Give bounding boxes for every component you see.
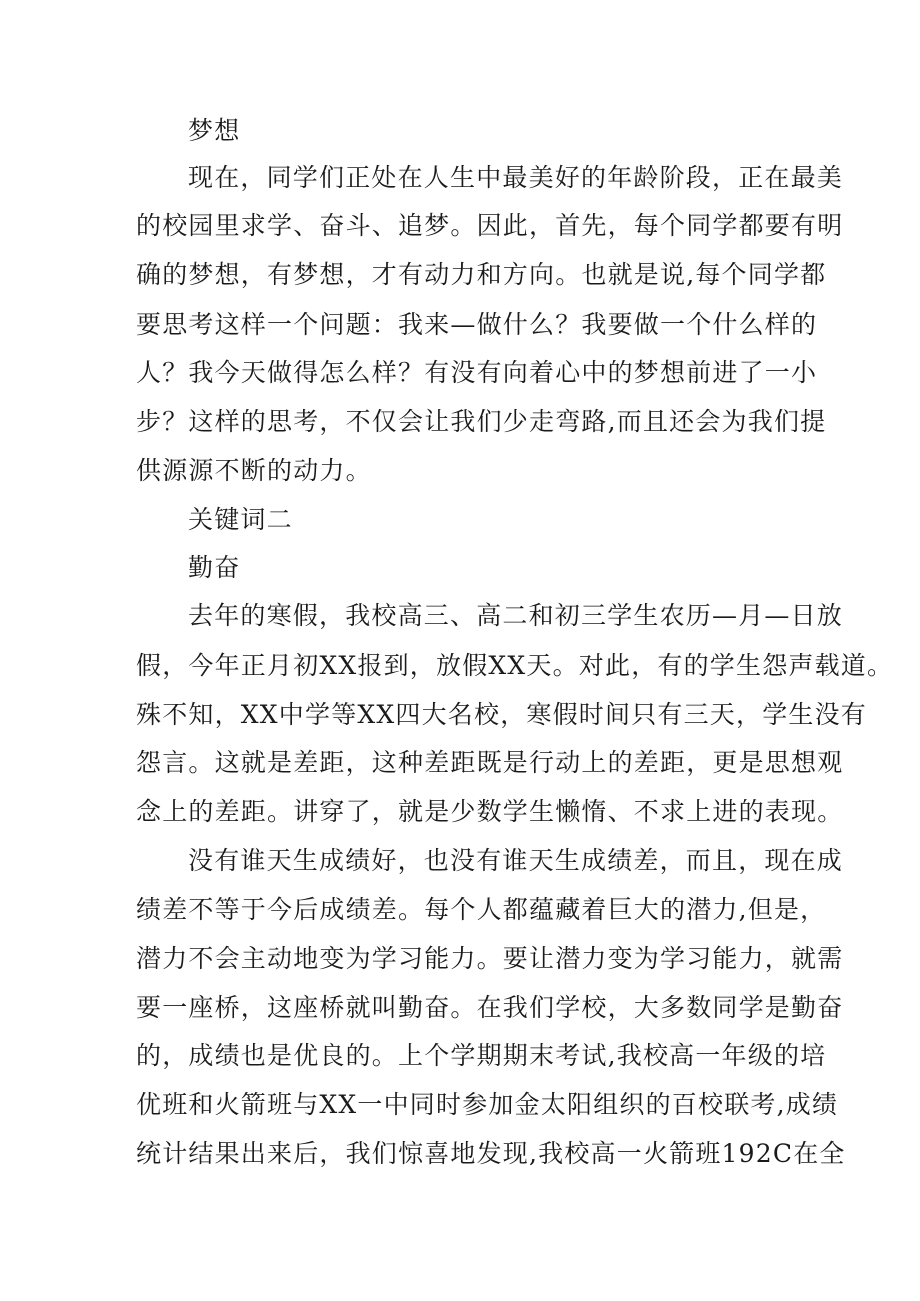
paragraph-line: 殊不知，XX中学等XX四大名校，寒假时间只有三天，学生没有 [136, 700, 867, 729]
paragraph-line: 怨言。这就是差距，这种差距既是行动上的差距，更是思想观 [136, 748, 844, 777]
paragraph-line: 人？我今天做得怎么样？有没有向着心中的梦想前进了一小 [136, 358, 818, 387]
paragraph-line: 去年的寒假，我校高三、高二和初三学生农历—月—日放 [188, 601, 844, 630]
paragraph-line: 没有谁天生成绩好，也没有谁天生成绩差，而且，现在成 [188, 846, 844, 875]
paragraph-line: 步？这样的思考，不仅会让我们少走弯路,而且还会为我们提 [136, 407, 827, 436]
paragraph-line: 的，成绩也是优良的。上个学期期末考试,我校高一年级的培 [136, 1041, 827, 1070]
paragraph-line: 供源源不断的动力。 [136, 456, 372, 485]
heading-dream: 梦想 [188, 116, 241, 145]
paragraph-line: 优班和火箭班与XX一中同时参加金太阳组织的百校联考,成绩 [136, 1090, 839, 1119]
paragraph-line: 统计结果出来后，我们惊喜地发现,我校高一火箭班192C在全 [136, 1139, 846, 1168]
paragraph-line: 念上的差距。讲穿了，就是少数学生懒惰、不求上进的表现。 [136, 797, 844, 826]
heading-diligence: 勤奋 [188, 553, 241, 582]
heading-keyword-two: 关键词二 [188, 505, 293, 534]
paragraph-line: 要一座桥，这座桥就叫勤奋。在我们学校，大多数同学是勤奋 [136, 993, 844, 1022]
paragraph-line: 确的梦想，有梦想，才有动力和方向。也就是说,每个同学都 [136, 260, 827, 289]
paragraph-line: 绩差不等于今后成绩差。每个人都蕴藏着巨大的潜力,但是， [136, 895, 827, 924]
paragraph-line: 现在，同学们正处在人生中最美好的年龄阶段，正在最美 [188, 163, 844, 192]
paragraph-line: 潜力不会主动地变为学习能力。要让潜力变为学习能力，就需 [136, 944, 844, 973]
paragraph-line: 假，今年正月初XX报到，放假XX天。对此，有的学生怨声载道。 [136, 651, 894, 680]
paragraph-line: 的校园里求学、奋斗、追梦。因此，首先，每个同学都要有明 [136, 211, 844, 240]
paragraph-line: 要思考这样一个问题：我来—做什么？我要做一个什么样的 [136, 310, 818, 339]
